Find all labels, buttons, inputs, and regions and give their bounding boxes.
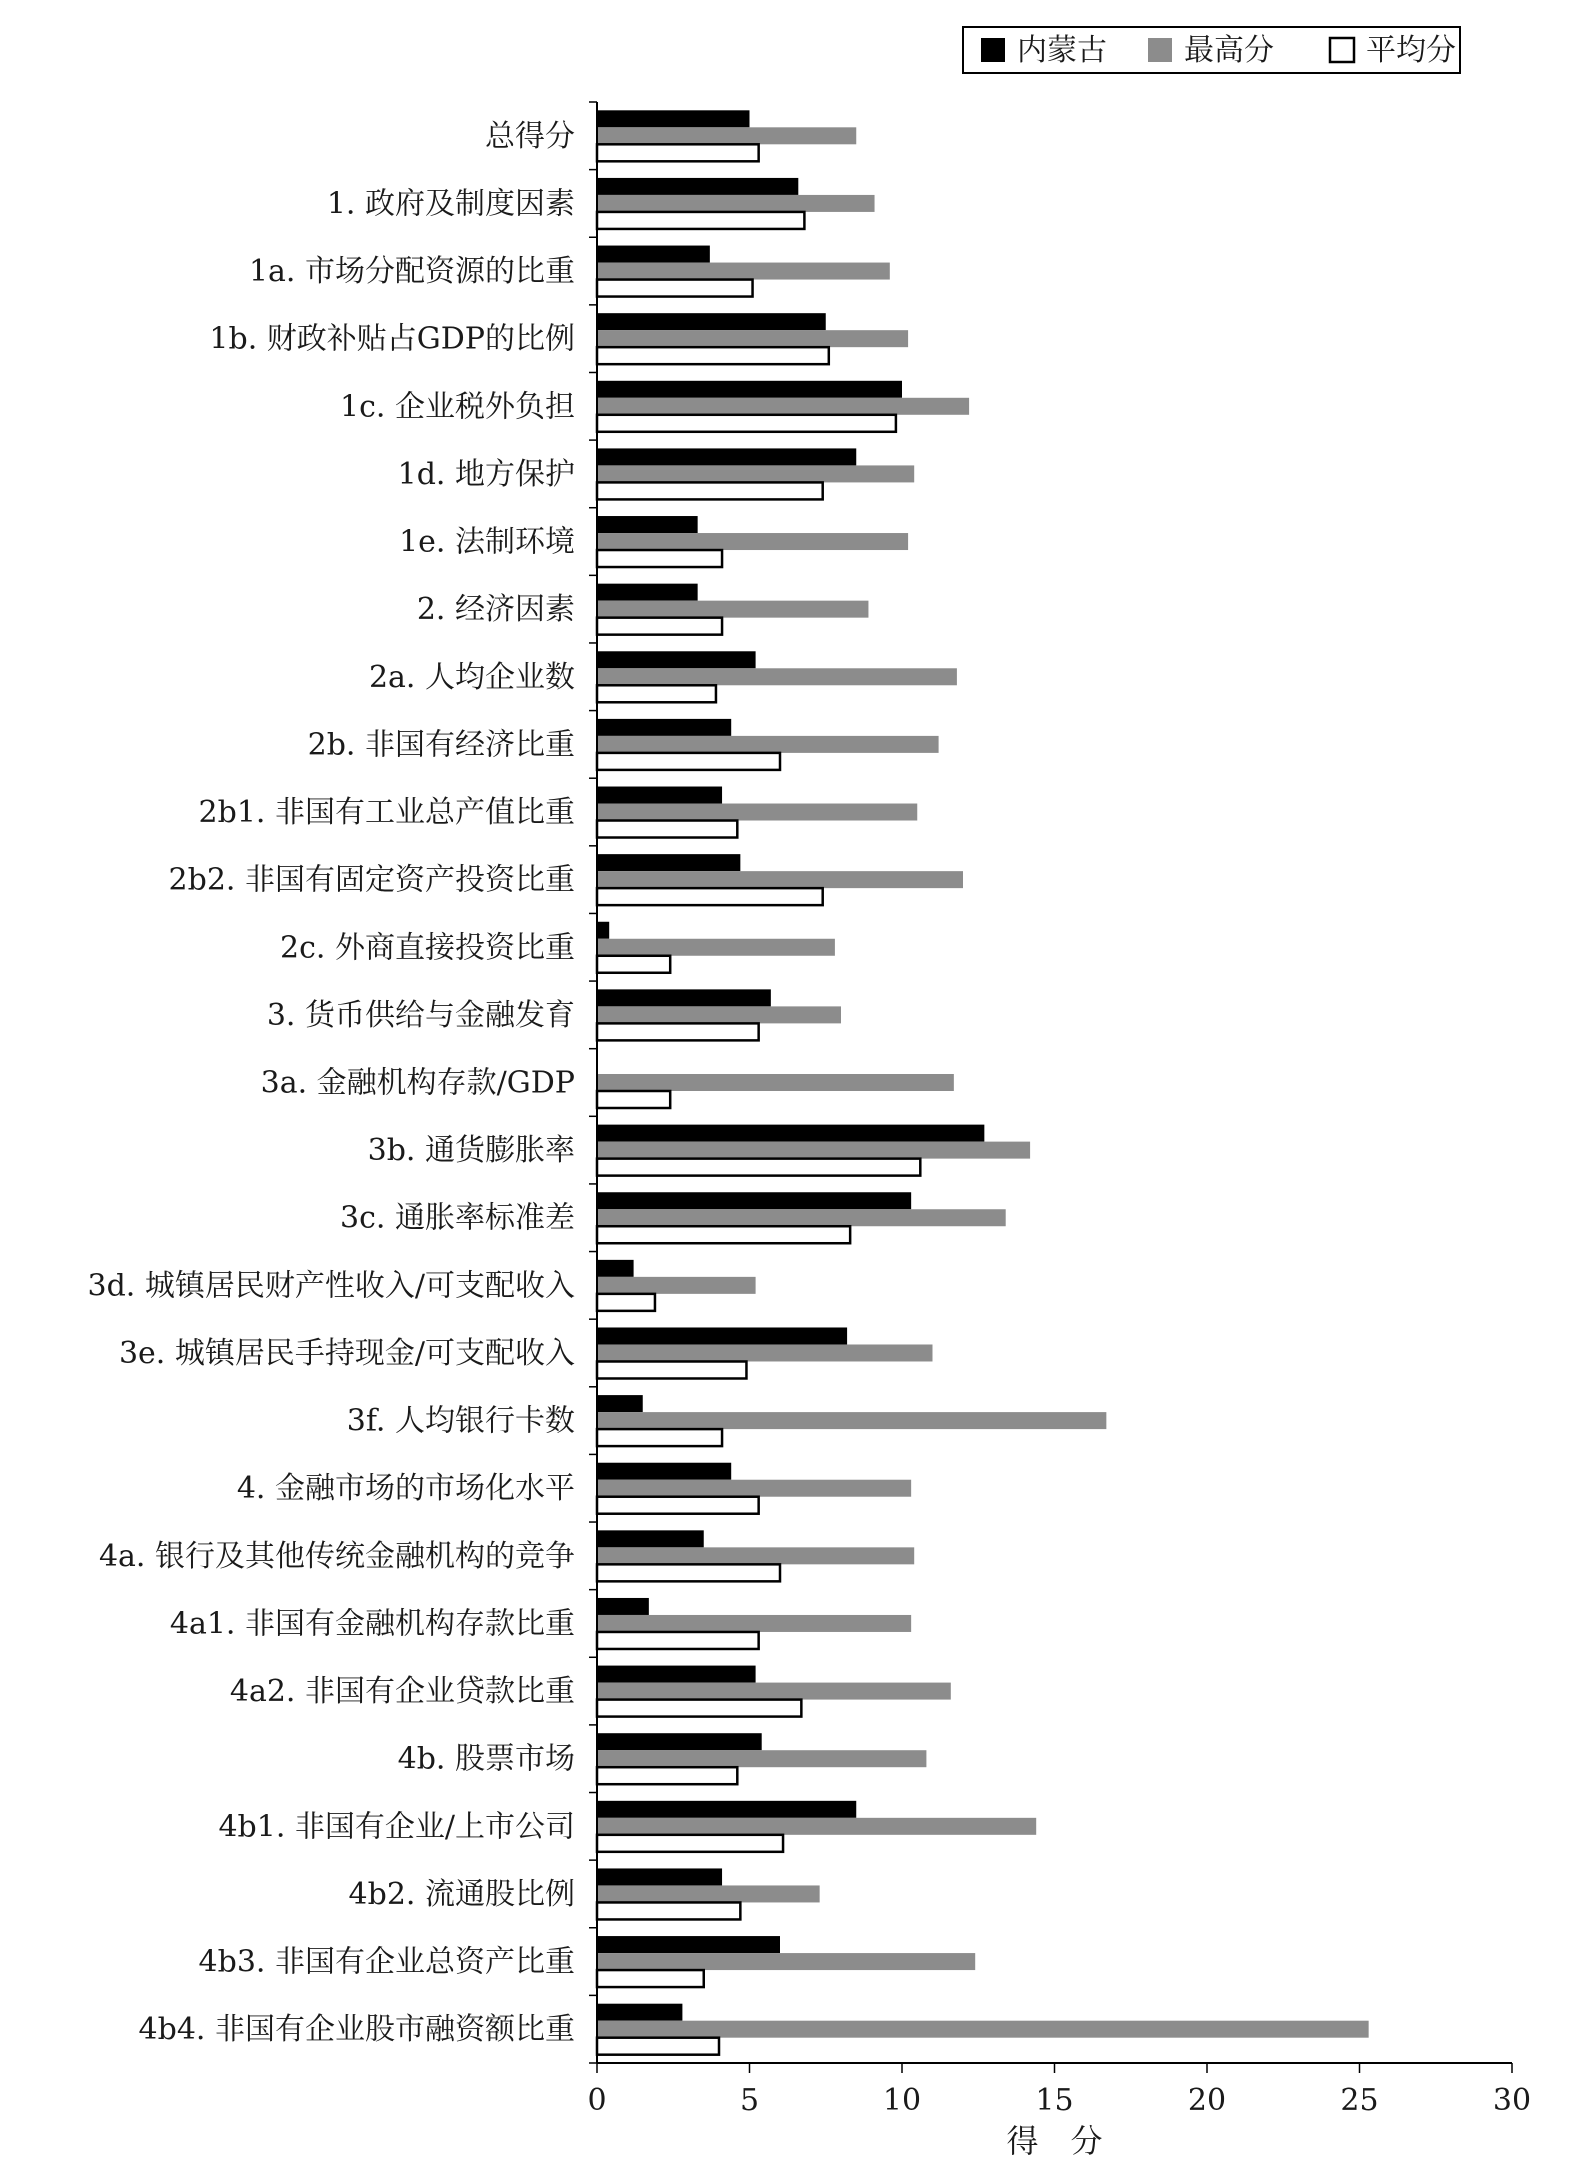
bar-inner-mongolia	[597, 516, 698, 533]
category-label: 3b. 通货膨胀率	[367, 1133, 575, 1169]
legend-swatch	[981, 38, 1005, 62]
bar-highest	[597, 398, 969, 415]
bar-average	[597, 212, 804, 229]
bar-average	[597, 1564, 780, 1581]
bar-inner-mongolia	[597, 1530, 704, 1547]
bar-inner-mongolia	[597, 922, 609, 939]
bar-inner-mongolia	[597, 1463, 731, 1480]
bar-average	[597, 1429, 722, 1446]
category-label: 3d. 城镇居民财产性收入/可支配收入	[87, 1268, 575, 1304]
bar-average	[597, 1497, 759, 1514]
bar-highest	[597, 330, 908, 347]
bar-highest	[597, 1547, 914, 1564]
legend-label: 平均分	[1366, 33, 1456, 68]
bar-highest	[597, 263, 890, 280]
bar-highest	[597, 668, 957, 685]
bar-average	[597, 1226, 850, 1243]
bar-highest	[597, 1277, 756, 1294]
legend-label: 最高分	[1184, 33, 1274, 68]
bar-inner-mongolia	[597, 1733, 762, 1750]
bar-inner-mongolia	[597, 1327, 847, 1344]
bar-average	[597, 2038, 719, 2055]
category-label: 1b. 财政补贴占GDP的比例	[209, 321, 575, 357]
bars-group	[597, 110, 1369, 2054]
legend-label: 内蒙古	[1017, 33, 1107, 68]
bar-average	[597, 618, 722, 635]
category-label: 3. 货币供给与金融发育	[266, 997, 575, 1033]
x-axis-label: 得 分	[1006, 2122, 1103, 2160]
category-label: 4b2. 流通股比例	[348, 1876, 575, 1912]
bar-inner-mongolia	[597, 651, 756, 668]
bar-highest	[597, 533, 908, 550]
bar-highest	[597, 1412, 1106, 1429]
category-label: 1. 政府及制度因素	[326, 186, 575, 222]
bar-average	[597, 1902, 740, 1919]
bar-average	[597, 144, 759, 161]
category-label: 4. 金融市场的市场化水平	[236, 1471, 575, 1507]
x-tick-label: 25	[1340, 2083, 1379, 2118]
category-label: 2b2. 非国有固定资产投资比重	[168, 862, 575, 898]
bar-highest	[597, 1344, 933, 1361]
bar-average	[597, 1159, 920, 1176]
bar-inner-mongolia	[597, 1192, 911, 1209]
bar-inner-mongolia	[597, 1598, 649, 1615]
x-tick-label: 5	[739, 2083, 760, 2118]
category-label: 4b1. 非国有企业/上市公司	[218, 1809, 575, 1845]
bar-highest	[597, 2021, 1369, 2038]
x-tick-label: 0	[587, 2083, 607, 2118]
legend	[963, 27, 1460, 73]
category-label: 4b4. 非国有企业股市融资额比重	[138, 2012, 575, 2048]
category-label: 4a. 银行及其他传统金融机构的竞争	[98, 1538, 575, 1574]
bar-inner-mongolia	[597, 584, 698, 601]
bar-inner-mongolia	[597, 989, 771, 1006]
bar-average	[597, 1361, 746, 1378]
bar-inner-mongolia	[597, 178, 798, 195]
category-label: 1d. 地方保护	[397, 456, 575, 492]
bar-highest	[597, 871, 963, 888]
x-tick-label: 15	[1035, 2083, 1074, 2118]
bar-average	[597, 1970, 704, 1987]
bar-highest	[597, 1142, 1030, 1159]
bar-highest	[597, 1209, 1006, 1226]
category-labels	[88, 119, 575, 2047]
bar-inner-mongolia	[597, 313, 826, 330]
bar-inner-mongolia	[597, 1395, 643, 1412]
bar-highest	[597, 601, 868, 618]
bar-inner-mongolia	[597, 1868, 722, 1885]
bar-average	[597, 415, 896, 432]
bar-inner-mongolia	[597, 1260, 634, 1277]
bar-inner-mongolia	[597, 2004, 682, 2021]
category-label: 4b3. 非国有企业总资产比重	[198, 1944, 575, 1980]
bar-inner-mongolia	[597, 719, 731, 736]
category-label: 4a1. 非国有金融机构存款比重	[169, 1606, 575, 1642]
bar-highest	[597, 1006, 841, 1023]
bar-average	[597, 1835, 783, 1852]
bar-average	[597, 888, 823, 905]
category-label: 1e. 法制环境	[399, 524, 575, 560]
bar-average	[597, 550, 722, 567]
bar-inner-mongolia	[597, 1125, 984, 1142]
bar-highest	[597, 804, 917, 821]
bar-average	[597, 1767, 737, 1784]
bar-average	[597, 1023, 759, 1040]
category-label: 1a. 市场分配资源的比重	[248, 254, 575, 290]
bar-highest	[597, 465, 914, 482]
bar-average	[597, 1294, 655, 1311]
category-label: 2a. 人均企业数	[368, 659, 575, 695]
category-label: 3f. 人均银行卡数	[346, 1403, 575, 1439]
bar-inner-mongolia	[597, 448, 856, 465]
x-tick-label: 10	[882, 2083, 922, 2118]
category-label: 总得分	[485, 118, 575, 154]
category-label: 4b. 股票市场	[397, 1741, 575, 1777]
category-label: 3c. 通胀率标准差	[340, 1200, 575, 1236]
bar-inner-mongolia	[597, 1666, 756, 1683]
category-label: 1c. 企业税外负担	[340, 389, 575, 425]
category-label: 4a2. 非国有企业贷款比重	[229, 1674, 575, 1710]
bar-highest	[597, 195, 875, 212]
bar-average	[597, 1700, 801, 1717]
bar-inner-mongolia	[597, 1801, 856, 1818]
bar-average	[597, 956, 670, 973]
bar-average	[597, 1091, 670, 1108]
category-label: 3a. 金融机构存款/GDP	[260, 1065, 575, 1101]
bar-average	[597, 347, 829, 364]
bar-highest	[597, 1953, 975, 1970]
bar-highest	[597, 1683, 951, 1700]
bar-highest	[597, 1480, 911, 1497]
legend-swatch	[1148, 38, 1172, 62]
bar-average	[597, 1632, 759, 1649]
bar-inner-mongolia	[597, 854, 740, 871]
bar-highest	[597, 1750, 926, 1767]
bar-inner-mongolia	[597, 110, 750, 127]
bar-highest	[597, 1615, 911, 1632]
bar-average	[597, 280, 753, 297]
category-label: 3e. 城镇居民手持现金/可支配收入	[118, 1335, 575, 1371]
x-tick-label: 30	[1492, 2083, 1532, 2118]
bar-highest	[597, 1074, 954, 1091]
bar-highest	[597, 736, 939, 753]
bar-highest	[597, 939, 835, 956]
bar-average	[597, 753, 780, 770]
category-label: 2b1. 非国有工业总产值比重	[198, 795, 575, 831]
bar-inner-mongolia	[597, 787, 722, 804]
bar-average	[597, 685, 716, 702]
bar-inner-mongolia	[597, 381, 902, 398]
bar-inner-mongolia	[597, 246, 710, 263]
bar-average	[597, 821, 737, 838]
legend-swatch	[1330, 38, 1354, 62]
category-label: 2. 经济因素	[416, 592, 575, 628]
bar-average	[597, 482, 823, 499]
bar-inner-mongolia	[597, 1936, 780, 1953]
category-label: 2c. 外商直接投资比重	[280, 930, 575, 966]
category-label: 2b. 非国有经济比重	[307, 727, 575, 763]
bar-highest	[597, 1818, 1036, 1835]
x-tick-label: 20	[1187, 2083, 1227, 2118]
bar-highest	[597, 127, 856, 144]
bar-highest	[597, 1885, 820, 1902]
